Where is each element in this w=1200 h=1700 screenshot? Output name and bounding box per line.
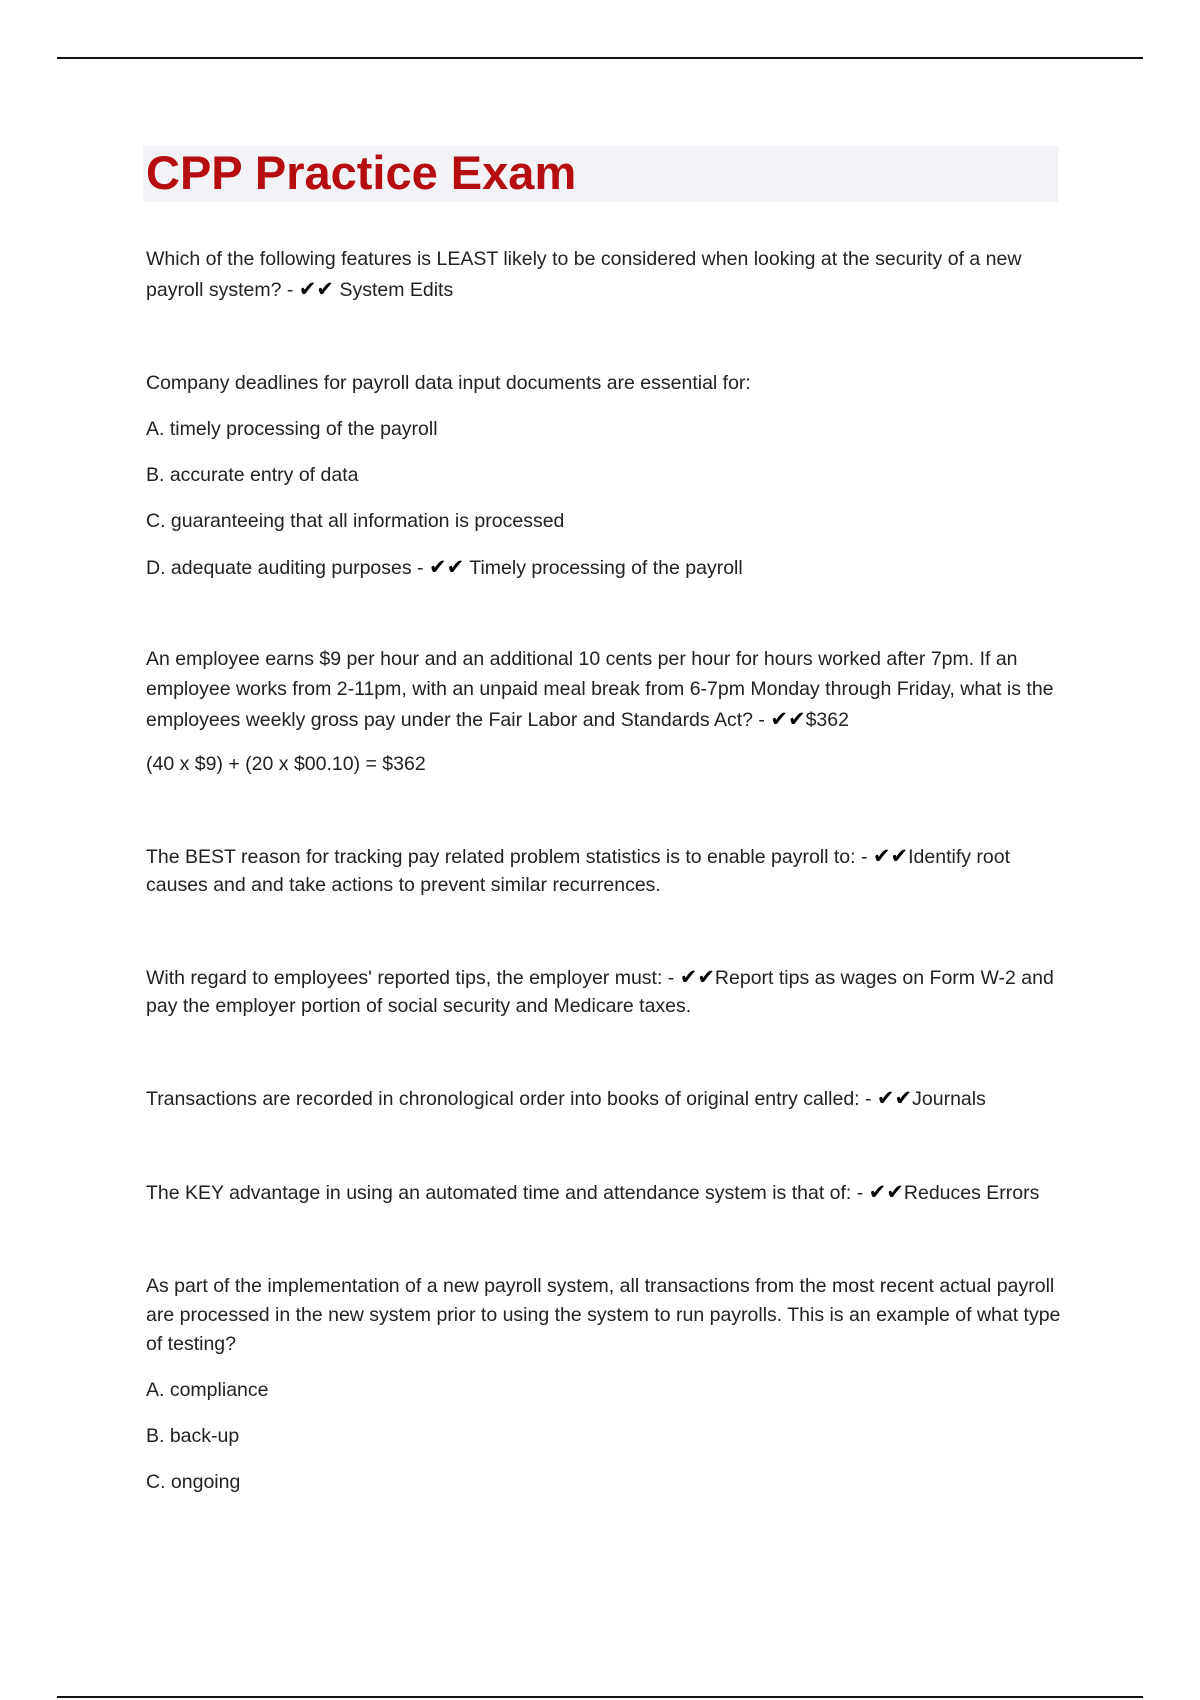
question-text: An employee earns $9 per hour and an additional 10 cents per hour for hours worked after 7pm. If an employee works from 2-11pm, with an unpaid meal break from 6-7pm Monday through Friday, what is the employees weekly gross pay under the Fair Labor and Standards Act? - ✔✔$362 [146, 648, 1054, 731]
checkmark-icon: ✔ [770, 707, 788, 731]
answer-text: System Edits [339, 279, 454, 301]
qa-item [146, 842, 1061, 899]
checkmark-icon: ✔ [894, 1086, 913, 1110]
question-text: Which of the following features is LEAST likely to be considered when looking at the security of a new payroll system? - ✔✔ System Edits [146, 248, 1022, 301]
checkmark-icon: ✔ [679, 965, 698, 989]
question-text: As part of the implementation of a new payroll system, all transactions from the most recent actual payroll are processed in the new system prior to using the system to run payrolls. This is an example of what type of testing? [146, 1275, 1061, 1355]
answer-text: Timely processing of the payroll [469, 557, 743, 579]
qa-item [146, 644, 1061, 779]
qa-item [146, 1177, 1061, 1208]
header-rule [57, 57, 1143, 59]
qa-item [146, 1083, 1061, 1114]
option-text: A. timely processing of the payroll [146, 418, 438, 440]
checkmark-icon: ✔ [428, 555, 447, 579]
checkmark-icon: ✔ [876, 1086, 895, 1110]
qa-item [146, 244, 1061, 305]
checkmark-icon: ✔ [787, 707, 806, 731]
answer-text: Identify root causes and and take actions to prevent similar recurrences. [146, 846, 1011, 896]
answer-text: Journals [912, 1088, 986, 1110]
answer-text: Report tips as wages on Form W-2 and pay the employer portion of social security and Medicare taxes. [146, 967, 1054, 1017]
checkmark-icon: ✔ [890, 844, 909, 868]
qa-item [146, 963, 1061, 1020]
checkmark-icon: ✔ [868, 1180, 887, 1204]
checkmark-icon: ✔ [872, 844, 891, 868]
question-text: The KEY advantage in using an automated time and attendance system is that of: - ✔✔Reduces Errors [146, 1180, 1040, 1204]
qa-item [146, 1272, 1061, 1497]
question-text: The BEST reason for tracking pay related problem statistics is to enable payroll to: - ✔✔Identify root causes and and take actions to prevent similar recurrences. [146, 844, 1011, 896]
option-text: A. compliance [146, 1379, 269, 1401]
checkmark-icon: ✔ [886, 1180, 904, 1204]
option-text: D. adequate auditing purposes - ✔✔ Timely processing of the payroll [146, 555, 743, 579]
explanation-text: (40 x $9) + (20 x $00.10) = $362 [146, 753, 426, 775]
option-text: C. ongoing [146, 1471, 241, 1493]
question-text: Company deadlines for payroll data input documents are essential for: [146, 372, 751, 394]
option-text: B. back-up [146, 1425, 240, 1447]
page-title: CPP Practice Exam [146, 146, 577, 199]
document-body [146, 244, 1061, 1497]
question-text: With regard to employees' reported tips, the employer must: - ✔✔Report tips as wages on Form W-2 and pay the employer portion of social security and Medicare taxes. [146, 965, 1054, 1017]
answer-text: Reduces Errors [903, 1182, 1040, 1204]
option-text: B. accurate entry of data [146, 464, 359, 486]
answer-text: $362 [805, 709, 849, 731]
checkmark-icon: ✔ [446, 555, 465, 579]
checkmark-icon: ✔ [298, 277, 317, 301]
checkmark-icon: ✔ [316, 277, 335, 301]
qa-item [146, 368, 1061, 583]
question-text: Transactions are recorded in chronological order into books of original entry called: - ✔✔Journals [146, 1086, 986, 1110]
checkmark-icon: ✔ [697, 965, 715, 989]
footer-rule [57, 1696, 1143, 1698]
option-text: C. guaranteeing that all information is processed [146, 510, 565, 532]
